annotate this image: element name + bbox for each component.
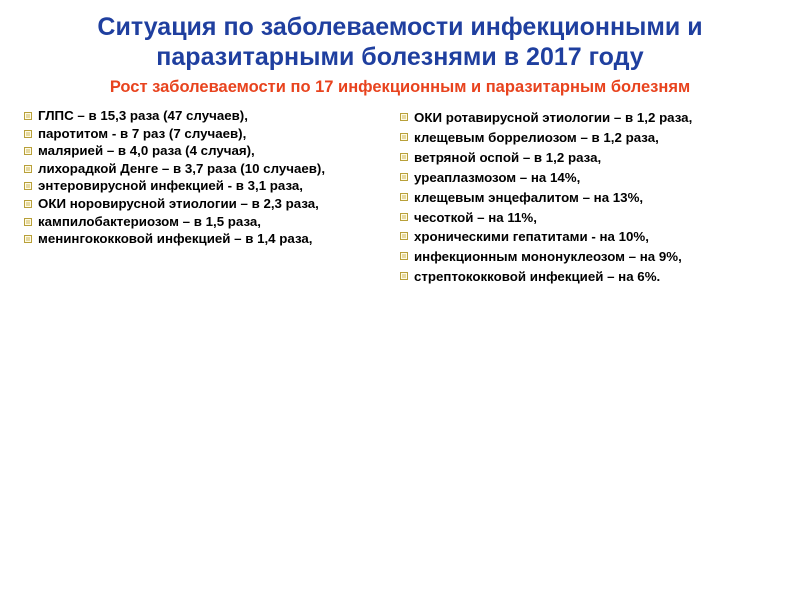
list-item-text: энтеровирусной инфекцией - в 3,1 раза, bbox=[38, 178, 304, 194]
list-item bbox=[400, 227, 780, 247]
square-bullet-icon bbox=[400, 153, 408, 161]
list-item-text: клещевым энцефалитом – на 13%, bbox=[414, 189, 644, 205]
right-list bbox=[400, 108, 780, 287]
square-bullet-icon bbox=[400, 193, 408, 201]
list-item bbox=[24, 177, 372, 195]
list-item bbox=[400, 188, 780, 208]
square-bullet-icon bbox=[24, 182, 32, 190]
list-item-text: хроническими гепатитами - на 10%, bbox=[414, 229, 649, 245]
list-item bbox=[24, 160, 372, 178]
list-item bbox=[24, 125, 372, 143]
list-item-text: менингококковой инфекцией – в 1,4 раза, bbox=[38, 231, 313, 247]
square-bullet-icon bbox=[24, 165, 32, 173]
list-item-text: паротитом - в 7 раз (7 случаев), bbox=[38, 125, 247, 141]
left-list bbox=[24, 107, 372, 248]
square-bullet-icon bbox=[24, 235, 32, 243]
slide-subtitle: Рост заболеваемости по 17 инфекционным и паразитарным болезням bbox=[109, 78, 691, 96]
slide-title: Ситуация по заболеваемости инфекционными и паразитарными болезнями в 2017 году bbox=[97, 13, 703, 71]
list-item-text: стрептококковой инфекцией – на 6%. bbox=[414, 269, 661, 285]
list-item bbox=[24, 142, 372, 160]
list-item-text: лихорадкой Денге – в 3,7 раза (10 случаев), bbox=[38, 160, 326, 176]
list-item bbox=[400, 267, 780, 287]
square-bullet-icon bbox=[400, 213, 408, 221]
square-bullet-icon bbox=[24, 218, 32, 226]
list-item bbox=[400, 208, 780, 228]
list-item-text: уреаплазмозом – на 14%, bbox=[414, 169, 581, 185]
square-bullet-icon bbox=[24, 130, 32, 138]
list-item bbox=[24, 213, 372, 231]
list-item-text: клещевым боррелиозом – в 1,2 раза, bbox=[414, 129, 659, 145]
square-bullet-icon bbox=[400, 133, 408, 141]
list-item-text: чесоткой – на 11%, bbox=[414, 209, 537, 225]
list-item bbox=[24, 195, 372, 213]
list-item bbox=[400, 168, 780, 188]
square-bullet-icon bbox=[400, 173, 408, 181]
list-item-text: ОКИ ротавирусной этиологии – в 1,2 раза, bbox=[414, 110, 693, 125]
square-bullet-icon bbox=[24, 112, 32, 120]
list-item bbox=[400, 247, 780, 267]
list-item bbox=[400, 148, 780, 168]
square-bullet-icon bbox=[400, 113, 408, 121]
list-item-text: инфекционным мононуклеозом – на 9%, bbox=[414, 249, 682, 265]
square-bullet-icon bbox=[400, 232, 408, 240]
square-bullet-icon bbox=[400, 252, 408, 260]
square-bullet-icon bbox=[24, 147, 32, 155]
list-item bbox=[400, 128, 780, 148]
list-item bbox=[400, 108, 780, 128]
list-item-text: ОКИ норовирусной этиологии – в 2,3 раза, bbox=[38, 195, 319, 211]
list-item-text: кампилобактериозом – в 1,5 раза, bbox=[38, 213, 261, 229]
square-bullet-icon bbox=[400, 272, 408, 280]
list-item bbox=[24, 230, 372, 248]
list-item-text: ГЛПС – в 15,3 раза (47 случаев), bbox=[38, 108, 248, 123]
list-item bbox=[24, 107, 372, 125]
list-item-text: ветряной оспой – в 1,2 раза, bbox=[414, 149, 602, 165]
square-bullet-icon bbox=[24, 200, 32, 208]
list-item-text: малярией – в 4,0 раза (4 случая), bbox=[38, 143, 255, 159]
